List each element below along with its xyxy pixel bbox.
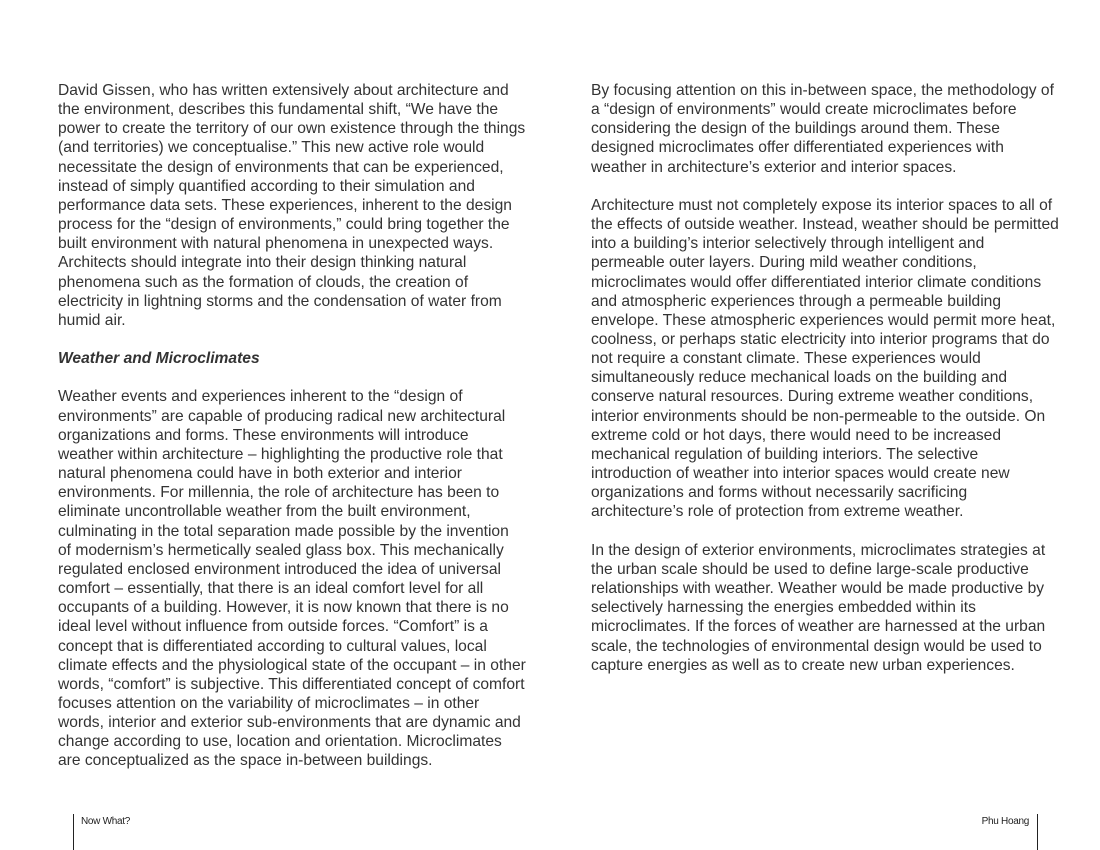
right-text-column bbox=[591, 81, 1061, 694]
footer-book-title: Now What? bbox=[81, 816, 130, 827]
left-text-column bbox=[58, 81, 526, 790]
footer-left-rule bbox=[73, 814, 74, 850]
body-paragraph: In the design of exterior environments, microclimates strategies at the urban scale should be used to define large-scale productive relationships with weather. Weather would be made productive by selectively harnessing the energies embedded within its microclimates. If the forces of weather are harnessed at the urban scale, the technologies of environmental design would be used to capture energies as well as to create new urban experiences. bbox=[591, 541, 1046, 674]
footer-right-rule bbox=[1037, 814, 1038, 850]
section-heading: Weather and Microclimates bbox=[58, 350, 260, 368]
body-paragraph: By focusing attention on this in-between space, the methodology of a “design of environments” would create microclimates before considering the design of the buildings around them. These designed microclimates offer differentiated experiences with weather in architecture’s exterior and interior spaces. bbox=[591, 82, 1054, 176]
footer-author-name: Phu Hoang bbox=[981, 816, 1029, 827]
body-paragraph: Architecture must not completely expose its interior spaces to all of the effects of outside weather. Instead, weather should be permitted into a building’s interior selectively through intelligent and permeable outer layers. During mild weather conditions, microclimates would offer differentiated interior climate conditions and atmospheric experiences through a permeable building envelope. These atmospheric experiences would permit more heat, coolness, or perhaps static electricity into interior programs that do not require a constant climate. These experiences would simultaneously reduce mechanical loads on the building and conserve natural resources. During extreme weather conditions, interior environments should be non-permeable to the outside. On extreme cold or hot days, there would need to be increased mechanical regulation of building interiors. The selective introduction of weather into interior spaces would create new organizations and forms without necessarily sacrificing architecture’s role of protection from extreme weather. bbox=[591, 196, 1059, 521]
body-paragraph: Weather events and experiences inherent to the “design of environments” are capable of producing radical new architectural organizations and forms. These environments will introduce weather within architecture – highlighting the productive role that natural phenomena could have in both exterior and interior environments. For millennia, the role of architecture has been to eliminate uncontrollable weather from the built environment, culminating in the total separation made possible by the invention of modernism’s hermetically sealed glass box. This mechanically regulated enclosed environment introduced the idea of universal comfort – essentially, that there is an ideal comfort level for all occupants of a building. However, it is now known that there is no ideal level without influence from outside forces. “Comfort” is a concept that is differentiated according to cultural values, local climate effects and the physiological state of the occupant – in other words, “comfort” is subjective. This differentiated concept of comfort focuses attention on the variability of microclimates – in other words, interior and exterior sub-environments that are dynamic and change according to use, location and orientation. Microclimates are conceptualized as the space in-between buildings. bbox=[58, 388, 526, 770]
body-paragraph: David Gissen, who has written extensively about architecture and the environment, describes this fundamental shift, “We have the power to create the territory of our own existence through the things (and territories) we conceptualise.” This new active role would necessitate the design of environments that can be experienced, instead of simply quantified according to their simulation and performance data sets. These experiences, inherent to the design process for the “design of environments,” could bring together the built environment with natural phenomena in unexpected ways. Architects should integrate into their design thinking natural phenomena such as the formation of clouds, the creation of electricity in lightning storms and the condensation of water from humid air. bbox=[58, 82, 526, 329]
